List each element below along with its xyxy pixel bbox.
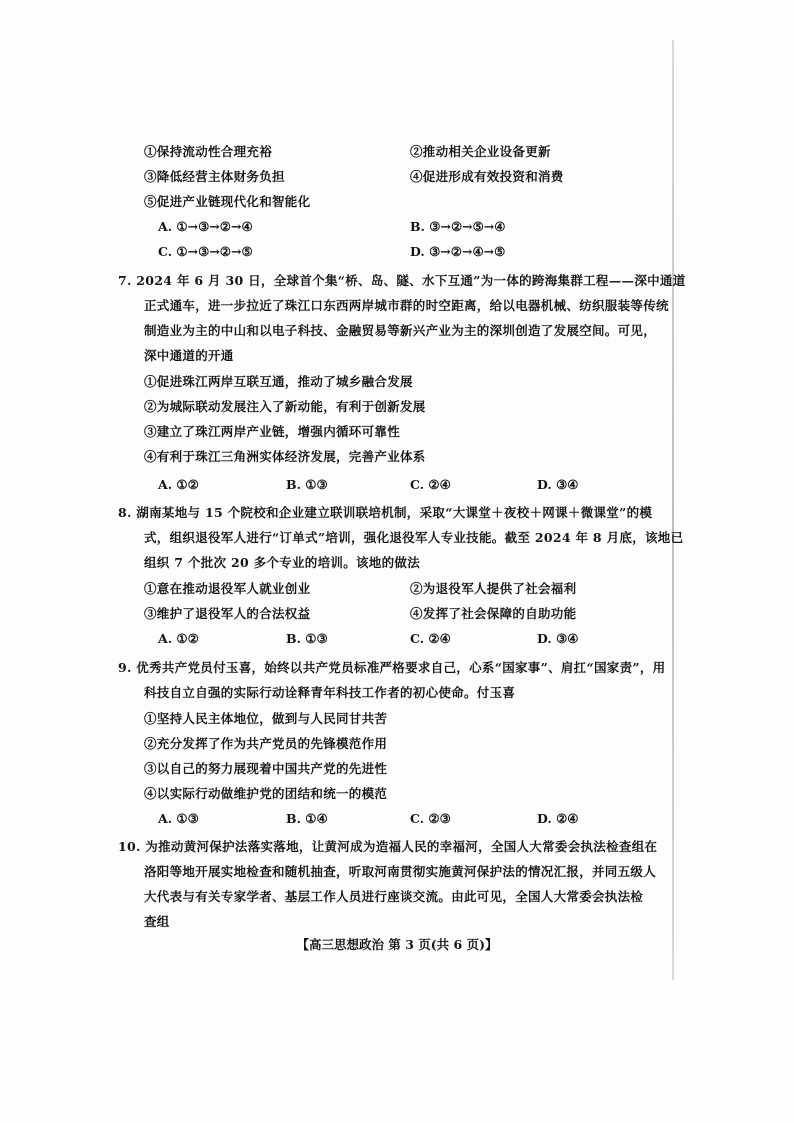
page-footer: 【高三思想政治 第 3 页(共 6 页)】	[296, 937, 498, 952]
q7-option-c: C. ②④	[410, 477, 451, 492]
q7-statement-1: ①促进珠江两岸互联互通，推动了城乡融合发展	[144, 374, 413, 389]
q7-option-a: A. ①②	[158, 477, 199, 492]
q6-item-1: ①保持流动性合理充裕	[144, 144, 273, 159]
q8-stem-line-2: 式，组织退役军人进行“订单式”培训，强化退役军人专业技能。截至 2024 年 8 月底，该地已	[144, 530, 684, 545]
q7-stem-line-2: 正式通车，进一步拉近了珠江口东西两岸城市群的时空距离，给以电器机械、纺织服装等传统	[144, 298, 669, 313]
scan-edge-shadow	[672, 40, 674, 980]
q7-option-b: B. ①③	[286, 477, 328, 492]
q9-statement-2: ②充分发挥了作为共产党员的先锋模范作用	[144, 736, 388, 751]
q8-statement-4: ④发挥了社会保障的自助功能	[410, 606, 577, 621]
q7-option-d: D. ③④	[537, 477, 579, 492]
q7-stem-line-1: 7. 2024 年 6 月 30 日，全球首个集“桥、岛、隧、水下互通”为一体的跨海集群工程——深中通道	[118, 273, 686, 288]
q7-stem-line-4: 深中通道的开通	[144, 348, 234, 363]
q8-option-a: A. ①②	[158, 631, 199, 646]
q6-option-c: C. ①→③→②→⑤	[158, 244, 253, 259]
q8-statement-3: ③维护了退役军人的合法权益	[144, 606, 311, 621]
q9-option-a: A. ①③	[158, 811, 199, 826]
q9-option-c: C. ②③	[410, 811, 451, 826]
q10-stem-line-1: 10. 为推动黄河保护法落实落地，让黄河成为造福人民的幸福河，全国人大常委会执法检查组在	[118, 839, 658, 854]
q9-statement-3: ③以自己的努力展现着中国共产党的先进性	[144, 761, 388, 776]
q7-statement-3: ③建立了珠江两岸产业链，增强内循环可靠性	[144, 424, 401, 439]
q9-statement-4: ④以实际行动做维护党的团结和统一的模范	[144, 786, 388, 801]
q9-statement-1: ①坚持人民主体地位，做到与人民同甘共苦	[144, 711, 388, 726]
q8-statement-2: ②为退役军人提供了社会福利	[410, 581, 577, 596]
q6-item-2: ②推动相关企业设备更新	[410, 144, 551, 159]
q6-option-b: B. ③→②→⑤→④	[410, 219, 506, 234]
q6-item-4: ④促进形成有效投资和消费	[410, 169, 564, 184]
q8-stem-line-3: 组织 7 个批次 20 多个专业的培训。该地的做法	[144, 555, 421, 570]
q7-statement-4: ④有利于珠江三角洲实体经济发展，完善产业体系	[144, 449, 426, 464]
q9-option-d: D. ②④	[537, 811, 579, 826]
q9-stem-line-1: 9. 优秀共产党员付玉喜，始终以共产党员标准严格要求自己，心系“国家事”、肩扛“国家责”，用	[118, 660, 666, 675]
q9-option-b: B. ①④	[286, 811, 328, 826]
q9-stem-line-2: 科技自立自强的实际行动诠释青年科技工作者的初心使命。付玉喜	[144, 685, 516, 700]
q8-option-c: C. ②④	[410, 631, 451, 646]
q8-option-d: D. ③④	[537, 631, 579, 646]
q6-option-d: D. ③→②→④→⑤	[410, 244, 506, 259]
q8-statement-1: ①意在推动退役军人就业创业	[144, 581, 311, 596]
q10-stem-line-2: 洛阳等地开展实地检查和随机抽查，听取河南贯彻实施黄河保护法的情况汇报，并同五级人	[144, 864, 657, 879]
q8-stem-line-1: 8. 湖南某地与 15 个院校和企业建立联训联培机制，采取“大课堂＋夜校＋网课＋微课堂”的模	[118, 505, 653, 520]
q6-item-3: ③降低经营主体财务负担	[144, 169, 285, 184]
q10-stem-line-3: 大代表与有关专家学者、基层工作人员进行座谈交流。由此可见，全国人大常委会执法检	[144, 889, 644, 904]
q7-statement-2: ②为城际联动发展注入了新动能，有利于创新发展	[144, 399, 426, 414]
q6-item-5: ⑤促进产业链现代化和智能化	[144, 194, 311, 209]
q6-option-a: A. ①→③→②→④	[158, 219, 253, 234]
q8-option-b: B. ①③	[286, 631, 328, 646]
q10-stem-line-4: 查组	[144, 914, 170, 929]
q7-stem-line-3: 制造业为主的中山和以电子科技、金融贸易等新兴产业为主的深圳创造了发展空间。可见，	[144, 323, 657, 338]
